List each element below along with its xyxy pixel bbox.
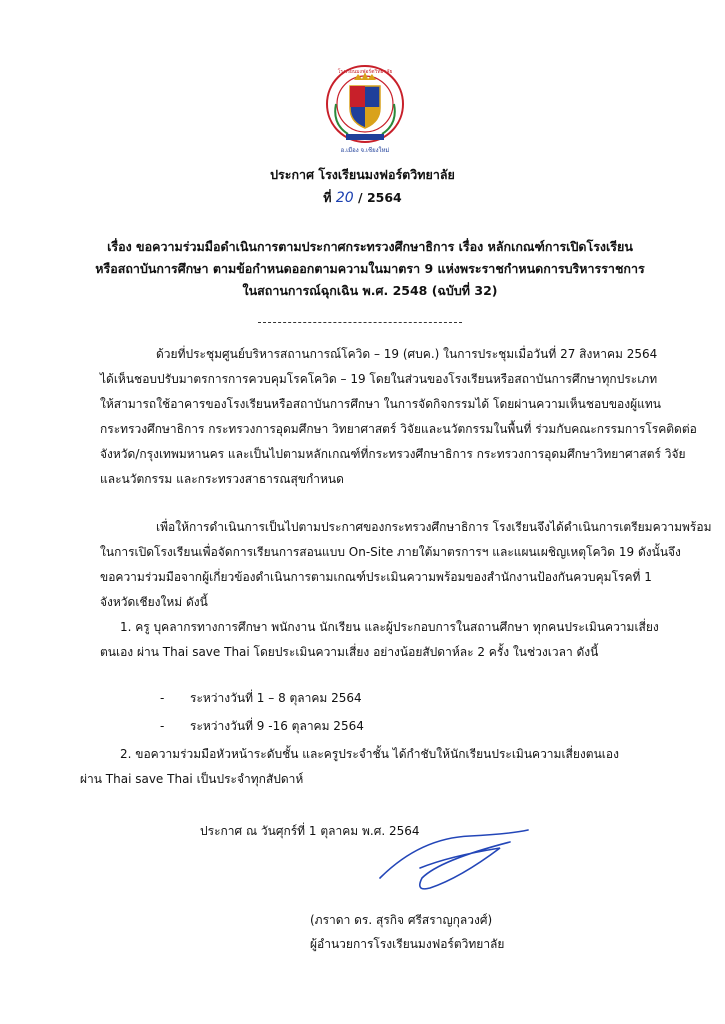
subject-line: ในสถานการณ์ฉุกเฉิน พ.ศ. 2548 (ฉบับที่ 32) [242, 283, 498, 298]
list-item-text: ระหว่างวันที่ 9 -16 ตุลาคม 2564 [190, 719, 364, 733]
bullet-marker: - [160, 691, 165, 705]
announcement-title-text: ประกาศ โรงเรียนมงฟอร์ตวิทยาลัย [270, 167, 455, 182]
signer-title: ผู้อำนวยการโรงเรียนมงฟอร์ตวิทยาลัย [310, 937, 505, 951]
paragraph-line: ผ่าน Thai save Thai เป็นประจำทุกสัปดาห์ [80, 772, 304, 786]
document-number-handwritten: 20 [335, 190, 354, 206]
paragraph-line: 1. ครู บุคลากรทางการศึกษา พนักงาน นักเรียน และผู้ประกอบการในสถานศึกษา ทุกคนประเมินความเสี่ยง [120, 620, 659, 634]
paragraph-line: 2. ขอความร่วมมือหัวหน้าระดับชั้น และครูประจำชั้น ได้กำชับให้นักเรียนประเมินความเสี่ยงตนเอง [120, 747, 619, 761]
paragraph-line: จังหวัดเชียงใหม่ ดังนี้ [100, 595, 208, 609]
date-list [160, 684, 364, 740]
paragraph-line: และนวัตกรรม และกระทรวงสาธารณสุขกำหนด [100, 472, 344, 486]
subject-line: เรื่อง ขอความร่วมมือดำเนินการตามประกาศกระทรวงศึกษาธิการ เรื่อง หลักเกณฑ์การเปิดโรงเรียน [107, 239, 633, 254]
paragraph-line: จังหวัด/กรุงเทพมหานคร และเป็นไปตามหลักเกณฑ์ที่กระทรวงศึกษาธิการ กระทรวงการอุดมศึกษาวิทยาศาสตร์ วิจัย [100, 447, 686, 461]
paragraph-3 [80, 742, 656, 792]
bullet-marker: - [160, 719, 165, 733]
subject-block [90, 236, 650, 302]
document-number-prefix: ที่ [323, 190, 332, 205]
list-item [160, 684, 364, 712]
subject-line: หรือสถาบันการศึกษา ตามข้อกำหนดออกตามความในมาตรา 9 แห่งพระราชกำหนดการบริหารราชการ [95, 261, 645, 276]
paragraph-line: กระทรวงศึกษาธิการ กระทรวงการอุดมศึกษา วิทยาศาสตร์ วิจัยและนวัตกรรมในพื้นที่ ร่วมกับคณะกรรมการโรคติดต่อ [100, 422, 697, 436]
paragraph-1 [100, 342, 697, 492]
logo-text-top: โรงเรียนมงฟอร์ตวิทยาลัย [337, 69, 393, 75]
paragraph-line: ในการเปิดโรงเรียนเพื่อจัดการเรียนการสอนแบบ On-Site ภายใต้มาตรการฯ และแผนเผชิญเหตุโควิด 19 ดังนั้นจึง [100, 545, 681, 559]
logo-text-bottom: อ.เมือง จ.เชียงใหม่ [340, 147, 390, 154]
paragraph-line: ให้สามารถใช้อาคารของโรงเรียนหรือสถาบันการศึกษา ในการจัดกิจกรรมได้ โดยผ่านความเห็นชอบของผู้แทน [100, 397, 661, 411]
paragraph-line: ได้เห็นชอบปรับมาตรการการควบคุมโรคโควิด – 19 โดยในส่วนของโรงเรียนหรือสถาบันการศึกษาทุกประเภท [100, 372, 658, 386]
document-number-suffix: / 2564 [358, 190, 402, 205]
list-item-text: ระหว่างวันที่ 1 – 8 ตุลาคม 2564 [190, 691, 362, 705]
school-logo [324, 64, 406, 156]
separator [258, 322, 462, 323]
list-item [160, 712, 364, 740]
signature [360, 808, 540, 898]
announcement-title [0, 165, 725, 185]
signer-block [310, 908, 504, 956]
signer-name: (ภราดา ดร. สุรกิจ ศรีสราญกุลวงศ์) [310, 913, 493, 927]
announcement-date-text: ประกาศ ณ วันศุกร์ที่ 1 ตุลาคม พ.ศ. 2564 [200, 824, 420, 838]
document-number [0, 188, 725, 208]
paragraph-line: เพื่อให้การดำเนินการเป็นไปตามประกาศของกระทรวงศึกษาธิการ โรงเรียนจึงได้ดำเนินการเตรียมความพร้อม [156, 520, 712, 534]
paragraph-line: ตนเอง ผ่าน Thai save Thai โดยประเมินความเสี่ยง อย่างน้อยสัปดาห์ละ 2 ครั้ง ในช่วงเวลา ดังนี้ [100, 645, 599, 659]
paragraph-line: ด้วยที่ประชุมศูนย์บริหารสถานการณ์โควิด – 19 (ศบค.) ในการประชุมเมื่อวันที่ 27 สิงหาคม 2564 [156, 347, 658, 361]
paragraph-2 [100, 515, 712, 665]
paragraph-line: ขอความร่วมมือจากผู้เกี่ยวข้องดำเนินการตามเกณฑ์ประเมินความพร้อมของสำนักงานป้องกันควบคุมโรคที่ 1 [100, 570, 652, 584]
